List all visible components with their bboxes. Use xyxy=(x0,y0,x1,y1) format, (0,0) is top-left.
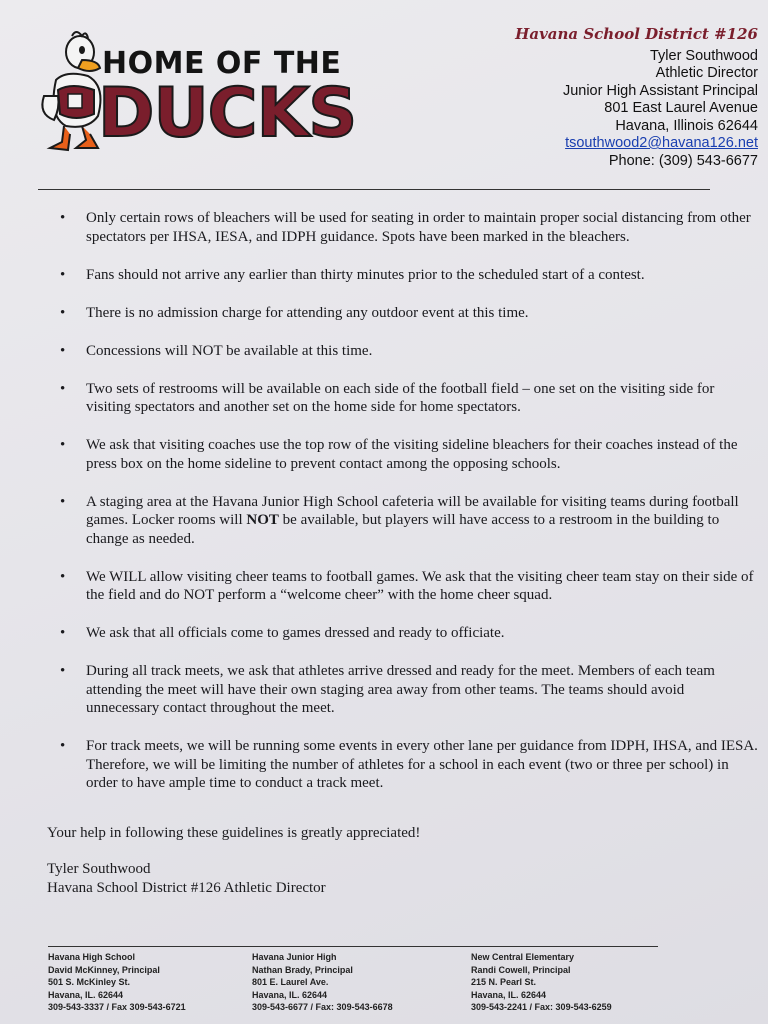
guideline-item: • There is no admission charge for attending any outdoor event at this time. xyxy=(60,304,760,323)
signature-name: Tyler Southwood xyxy=(47,861,151,877)
guideline-item: • During all track meets, we ask that athletes arrive dressed and ready for the meet. Members of each team attending the meet will have their own staging area away from other teams. The teams should avoid unnecessary contact throughout the meet. xyxy=(60,662,760,718)
footer-principal: Nathan Brady, Principal xyxy=(252,964,353,975)
email-link[interactable]: tsouthwood2@havana126.net xyxy=(565,135,758,151)
logo-text-ducks: DUCKS xyxy=(98,74,357,153)
closing-line: Your help in following these guidelines is greatly appreciated! xyxy=(47,825,421,841)
footer-city: Havana, IL. 62644 xyxy=(48,989,124,1000)
footer-phones: 309-543-2241 / Fax: 309-543-6259 xyxy=(471,1002,612,1013)
footer-elementary xyxy=(471,951,612,1014)
guideline-item xyxy=(60,493,760,549)
guideline-item: • Concessions will NOT be available at this time. xyxy=(60,342,760,361)
sender-name: Tyler Southwood xyxy=(649,47,758,64)
footer-phones: 309-543-3337 / Fax 309-543-6721 xyxy=(48,1002,186,1013)
guideline-item: • We ask that visiting coaches use the top row of the visiting sideline bleachers for their coaches instead of the press box on the home sideline to prevent contact among the opposing schools. xyxy=(60,436,760,473)
footer-phones: 309-543-6677 / Fax: 309-543-6678 xyxy=(252,1002,393,1013)
sender-city: Havana, Illinois 62644 xyxy=(615,117,758,134)
sender-phone: Phone: (309) 543-6677 xyxy=(608,152,758,169)
sender-title-assistant-principal: Junior High Assistant Principal xyxy=(562,82,758,99)
footer-high-school xyxy=(48,951,186,1014)
footer-street: 801 E. Laurel Ave. xyxy=(252,977,329,988)
guideline-item: • We ask that all officials come to games dressed and ready to officiate. xyxy=(60,624,760,643)
footer-street: 215 N. Pearl St. xyxy=(471,977,537,988)
footer-divider xyxy=(48,946,658,947)
home-of-the-ducks-logo xyxy=(36,30,376,160)
footer-city: Havana, IL. 62644 xyxy=(252,989,328,1000)
guideline-item: • Only certain rows of bleachers will be used for seating in order to maintain proper social distancing from other spectators per IHSA, IESA, and IDPH guidance. Spots have been marked in the bleachers. xyxy=(60,209,760,246)
signature-title: Havana School District #126 Athletic Director xyxy=(47,879,326,896)
sender-address: 801 East Laurel Avenue xyxy=(604,100,758,116)
signature-block xyxy=(47,860,326,897)
guideline-item: • We WILL allow visiting cheer teams to football games. We ask that the visiting cheer team stay on their side of the field and do NOT perform a “welcome cheer” with the home cheer squad. xyxy=(60,568,760,605)
footer-principal: Randi Cowell, Principal xyxy=(471,964,571,975)
logo-text-home-of-the: HOME OF THE xyxy=(102,46,342,81)
guideline-item: • For track meets, we will be running some events in every other lane per guidance from IDPH, IHSA, and IESA. Therefore, we will be limiting the number of athletes for a school in each event (two or three per school) in order to have ample time to conduct a track meet. xyxy=(60,737,760,793)
guidelines-list xyxy=(60,209,760,812)
sender-title-athletic-director: Athletic Director xyxy=(655,65,758,81)
guideline-item: • Two sets of restrooms will be available on each side of the football field – one set on the visiting side for visiting spectators and another set on the home side for home spectators. xyxy=(60,380,760,417)
district-name: Havana School District #126 xyxy=(515,25,758,43)
letterhead xyxy=(458,26,758,170)
footer-school-name: Havana Junior High xyxy=(252,952,337,962)
footer-school-name: New Central Elementary xyxy=(471,952,575,962)
header-divider xyxy=(38,189,710,190)
guideline-text: A staging area at the Havana Junior High School cafeteria will be available for visiting teams during football games. Locker rooms will xyxy=(86,493,739,528)
footer-junior-high xyxy=(252,951,393,1014)
guideline-text: be available, but players will have access to a restroom in the building to change as needed. xyxy=(86,512,720,547)
guideline-emphasis: NOT xyxy=(246,512,279,528)
footer-school-name: Havana High School xyxy=(48,952,136,962)
guideline-item: • Fans should not arrive any earlier than thirty minutes prior to the scheduled start of a contest. xyxy=(60,266,760,285)
footer-city: Havana, IL. 62644 xyxy=(471,989,547,1000)
footer-principal: David McKinney, Principal xyxy=(48,964,160,975)
footer-street: 501 S. McKinley St. xyxy=(48,977,131,988)
